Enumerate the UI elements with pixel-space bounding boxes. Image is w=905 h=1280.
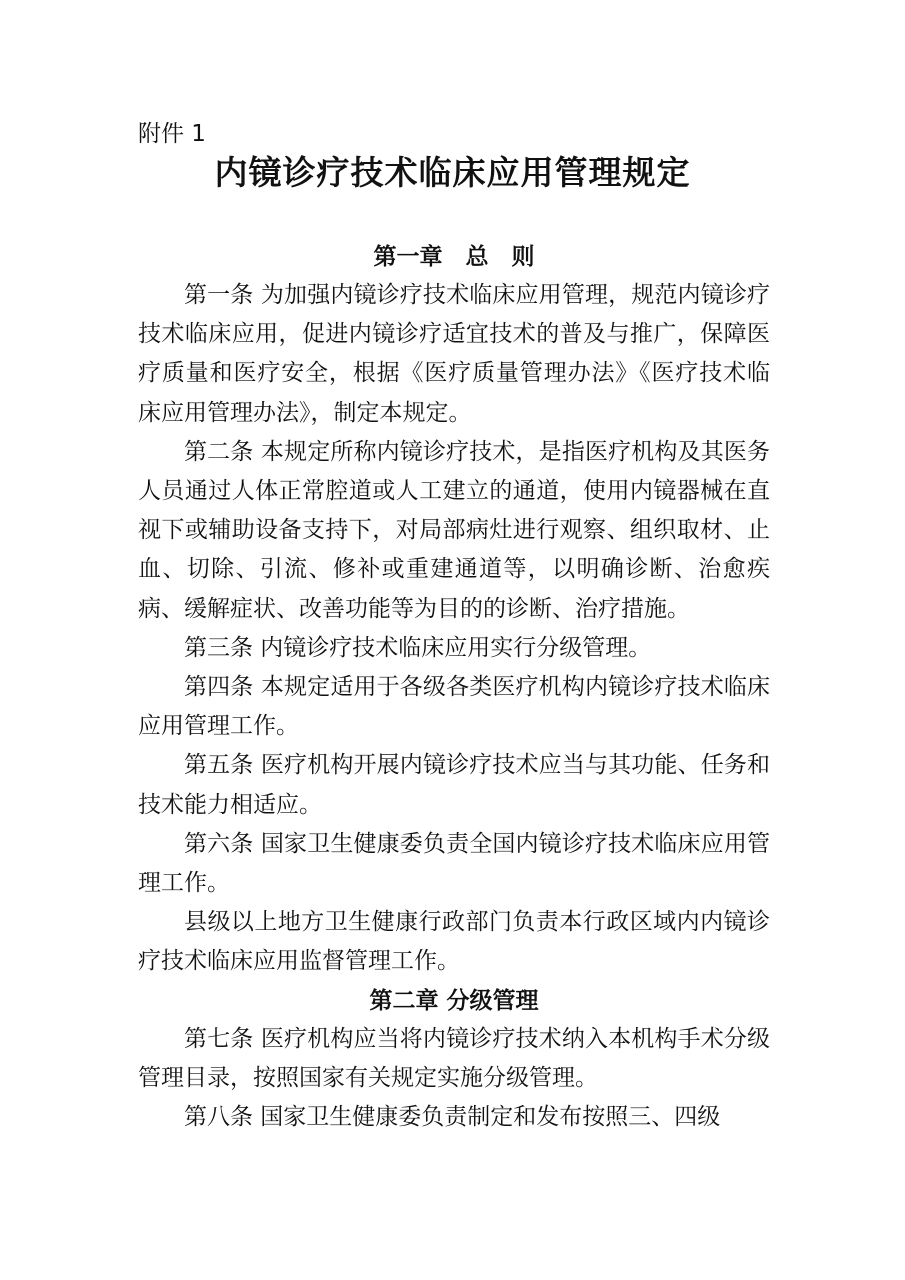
article-4: 第四条 本规定适用于各级各类医疗机构内镜诊疗技术临床应用管理工作。 <box>138 674 770 740</box>
article-6: 第六条 国家卫生健康委负责全国内镜诊疗技术临床应用管理工作。 <box>138 830 770 897</box>
chapter-2 <box>138 982 770 1138</box>
chapter-heading: 第二章 分级管理 <box>369 987 539 1014</box>
article-7: 第七条 医疗机构应当将内镜诊疗技术纳入本机构手术分级管理目录，按照国家有关规定实施分级管理。 <box>138 1025 770 1091</box>
document-title: 内镜诊疗技术临床应用管理规定 <box>214 153 691 192</box>
article-1: 第一条 为加强内镜诊疗技术临床应用管理，规范内镜诊疗技术临床应用，促进内镜诊疗适宜技术的普及与推广，保障医疗质量和医疗安全，根据《医疗质量管理办法》《医疗技术临床应用管理办法》，制定本规定。 <box>138 282 770 426</box>
attachment-label: 附件 1 <box>138 121 206 147</box>
article-2: 第二条 本规定所称内镜诊疗技术，是指医疗机构及其医务人员通过人体正常腔道或人工建立的通道，使用内镜器械在直视下或辅助设备支持下，对局部病灶进行观察、组织取材、止血、切除、引流、修补或重建通道等，以明确诊断、治愈疾病、缓解症状、改善功能等为目的的诊断、治疗措施。 <box>138 438 770 622</box>
article-3: 第三条 内镜诊疗技术临床应用实行分级管理。 <box>184 634 652 661</box>
article-6-paragraph-2: 县级以上地方卫生健康行政部门负责本行政区域内内镜诊疗技术临床应用监督管理工作。 <box>138 909 770 975</box>
chapter-1 <box>138 238 770 982</box>
article-8: 第八条 国家卫生健康委负责制定和发布按照三、四级 <box>184 1104 721 1131</box>
document-body <box>138 238 770 1137</box>
chapter-heading: 第一章 总 则 <box>373 244 535 270</box>
article-5: 第五条 医疗机构开展内镜诊疗技术应当与其功能、任务和技术能力相适应。 <box>138 752 770 818</box>
